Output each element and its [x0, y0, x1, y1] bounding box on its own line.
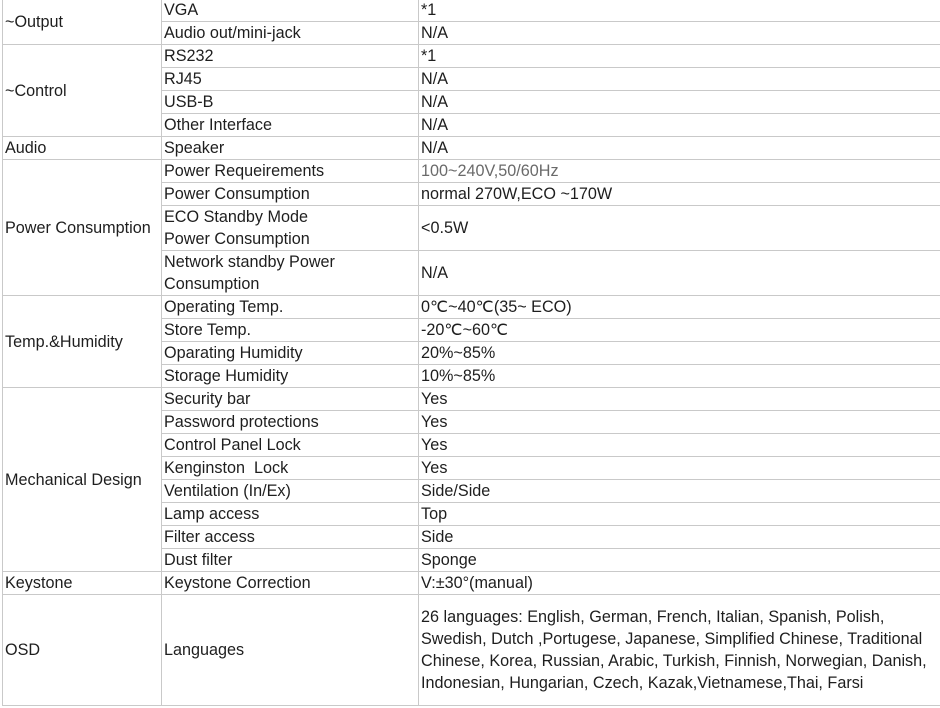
item-cell: Audio out/mini-jack [162, 22, 419, 45]
item-cell: Oparating Humidity [162, 342, 419, 365]
item-cell: RS232 [162, 45, 419, 68]
item-cell: Other Interface [162, 114, 419, 137]
value-cell: N/A [419, 251, 940, 296]
category-cell: OSD [3, 595, 162, 706]
value-cell: Yes [419, 457, 940, 480]
value-cell: Yes [419, 434, 940, 457]
table-row [3, 388, 940, 411]
category-cell: Keystone [3, 572, 162, 595]
item-cell: Power Requeirements [162, 160, 419, 183]
value-cell: Yes [419, 388, 940, 411]
value-cell: N/A [419, 137, 940, 160]
category-cell: Mechanical Design [3, 388, 162, 572]
value-cell: N/A [419, 22, 940, 45]
item-cell: Speaker [162, 137, 419, 160]
value-cell: Sponge [419, 549, 940, 572]
category-cell: Power Consumption [3, 160, 162, 296]
category-cell: ~Output [3, 0, 162, 45]
item-cell: Ventilation (In/Ex) [162, 480, 419, 503]
item-cell: Network standby Power Consumption [162, 251, 419, 296]
value-cell: N/A [419, 114, 940, 137]
value-cell: *1 [419, 45, 940, 68]
table-row [3, 296, 940, 319]
value-cell: *1 [419, 0, 940, 22]
item-cell: Store Temp. [162, 319, 419, 342]
value-cell: <0.5W [419, 206, 940, 251]
item-cell: Lamp access [162, 503, 419, 526]
value-cell: 10%~85% [419, 365, 940, 388]
table-row [3, 572, 940, 595]
item-cell: Storage Humidity [162, 365, 419, 388]
item-cell: Kenginston Lock [162, 457, 419, 480]
item-cell: Power Consumption [162, 183, 419, 206]
value-cell: -20℃~60℃ [419, 319, 940, 342]
value-cell: 0℃~40℃(35~ ECO) [419, 296, 940, 319]
item-cell: Control Panel Lock [162, 434, 419, 457]
value-cell: V:±30°(manual) [419, 572, 940, 595]
spec-table [2, 0, 940, 706]
item-cell: Filter access [162, 526, 419, 549]
item-cell: USB-B [162, 91, 419, 114]
table-row [3, 595, 940, 706]
item-cell: RJ45 [162, 68, 419, 91]
value-cell: N/A [419, 91, 940, 114]
item-cell: ECO Standby Mode Power Consumption [162, 206, 419, 251]
value-cell: 20%~85% [419, 342, 940, 365]
value-cell: Side/Side [419, 480, 940, 503]
table-row [3, 137, 940, 160]
table-row [3, 45, 940, 68]
value-cell: Side [419, 526, 940, 549]
item-cell: Dust filter [162, 549, 419, 572]
item-cell: Languages [162, 595, 419, 706]
item-cell: Keystone Correction [162, 572, 419, 595]
value-cell: Top [419, 503, 940, 526]
value-cell: normal 270W,ECO ~170W [419, 183, 940, 206]
category-cell: ~Control [3, 45, 162, 137]
item-cell: Password protections [162, 411, 419, 434]
category-cell: Temp.&Humidity [3, 296, 162, 388]
item-cell: Operating Temp. [162, 296, 419, 319]
category-cell: Audio [3, 137, 162, 160]
table-row [3, 160, 940, 183]
value-cell: 26 languages: English, German, French, Italian, Spanish, Polish, Swedish, Dutch ,Portugese, Japanese, Simplified Chinese, Traditional Chinese, Korea, Russian, Arabic, Turkish, Finnish, Norwegian, Danish, Indonesian, Hungarian, Czech, Kazak,Vietnamese,Thai, Farsi [419, 595, 940, 706]
value-cell: N/A [419, 68, 940, 91]
item-cell: Security bar [162, 388, 419, 411]
table-row [3, 0, 940, 22]
value-cell: Yes [419, 411, 940, 434]
value-cell: 100~240V,50/60Hz [419, 160, 940, 183]
item-cell: VGA [162, 0, 419, 22]
